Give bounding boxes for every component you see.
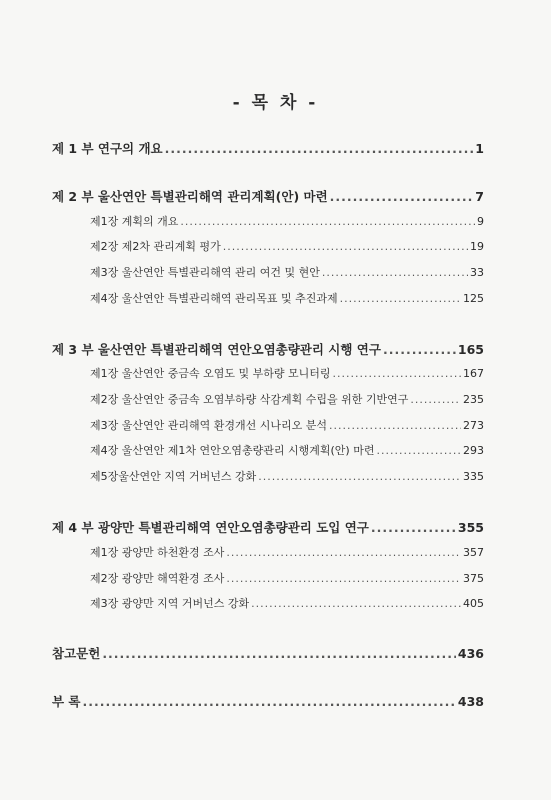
toc-part-2 [52,187,484,205]
toc-page: 7 [475,189,484,204]
leader-dots [83,694,456,709]
toc-label: 제2장 제2차 관리계획 평가 [90,240,221,253]
toc-page: 438 [457,694,484,709]
toc-chapter [90,238,484,254]
toc-chapter [90,264,484,280]
toc-page: 357 [463,546,484,559]
toc-label: 제 4 부 광양만 특별관리해역 연안오염총량관리 도입 연구 [52,520,369,535]
toc-label: 제4장 울산연안 특별관리해역 관리목표 및 추진과제 [90,292,338,305]
toc-page: 19 [470,240,484,253]
leader-dots [102,646,456,661]
toc-page: 125 [463,292,484,305]
toc-chapter [90,595,484,611]
toc-page: 293 [463,444,484,457]
toc-label: 제1장 광양만 하천환경 조사 [90,546,225,559]
toc-page: 405 [463,597,484,610]
leader-dots [226,572,461,585]
leader-dots [322,266,468,279]
toc-chapter [90,290,484,306]
toc-part-1 [52,139,484,157]
toc-chapter [90,570,484,586]
toc-label: 제2장 울산연안 중금속 오염부하량 삭감계획 수립을 위한 기반연구 [90,393,409,406]
toc-label: 제 1 부 연구의 개요 [52,141,163,156]
toc-page: 165 [457,342,484,357]
toc-page: 235 [463,393,484,406]
toc-appendix [52,692,484,710]
toc-page: 1 [475,141,484,156]
toc-page: 355 [457,520,484,535]
toc-label: 참고문헌 [52,646,101,661]
toc-chapter [90,544,484,560]
toc-label: 제1장 계획의 개요 [90,215,179,228]
leader-dots [251,597,461,610]
leader-dots [333,367,462,380]
toc-label: 제 3 부 울산연안 특별관리해역 연안오염총량관리 시행 연구 [52,342,381,357]
toc-chapter [90,468,484,484]
leader-dots [223,240,468,253]
toc-chapter [90,365,484,381]
toc-page: 335 [463,470,484,483]
leader-dots [180,215,475,228]
toc-label: 제2장 광양만 해역환경 조사 [90,572,225,585]
toc-label: 제3장 광양만 지역 거버넌스 강화 [90,597,250,610]
toc-page: 375 [463,572,484,585]
toc-part-3 [52,340,484,358]
toc-part-4 [52,518,484,536]
leader-dots [330,189,474,204]
leader-dots [165,141,474,156]
leader-dots [376,444,461,457]
toc-chapter [90,417,484,433]
toc-chapter [90,442,484,458]
toc-label: 제3장 울산연안 관리해역 환경개선 시나리오 분석 [90,419,327,432]
toc-title: - 목 차 - [232,93,319,113]
leader-dots [371,520,456,535]
toc-chapter [90,391,484,407]
toc-page: 436 [457,646,484,661]
leader-dots [340,292,461,305]
toc-label: 제 2 부 울산연안 특별관리해역 관리계획(안) 마련 [52,189,328,204]
leader-dots [410,393,461,406]
toc-label: 제3장 울산연안 특별관리해역 관리 여건 및 현안 [90,266,320,279]
toc-label: 제4장 울산연안 제1차 연안오염총량관리 시행계획(안) 마련 [90,444,375,457]
leader-dots [383,342,456,357]
leader-dots [329,419,461,432]
leader-dots [258,470,461,483]
toc-label: 제1장 울산연안 중금속 오염도 및 부하량 모니터링 [90,367,331,380]
leader-dots [226,546,461,559]
toc-page: 167 [463,367,484,380]
toc-page: 273 [463,419,484,432]
toc-chapter [90,213,484,229]
toc-references [52,644,484,662]
toc-page: 9 [477,215,484,228]
toc-label: 제5장울산연안 지역 거버넌스 강화 [90,470,257,483]
toc-page: 33 [470,266,484,279]
toc-label: 부 록 [52,694,81,709]
